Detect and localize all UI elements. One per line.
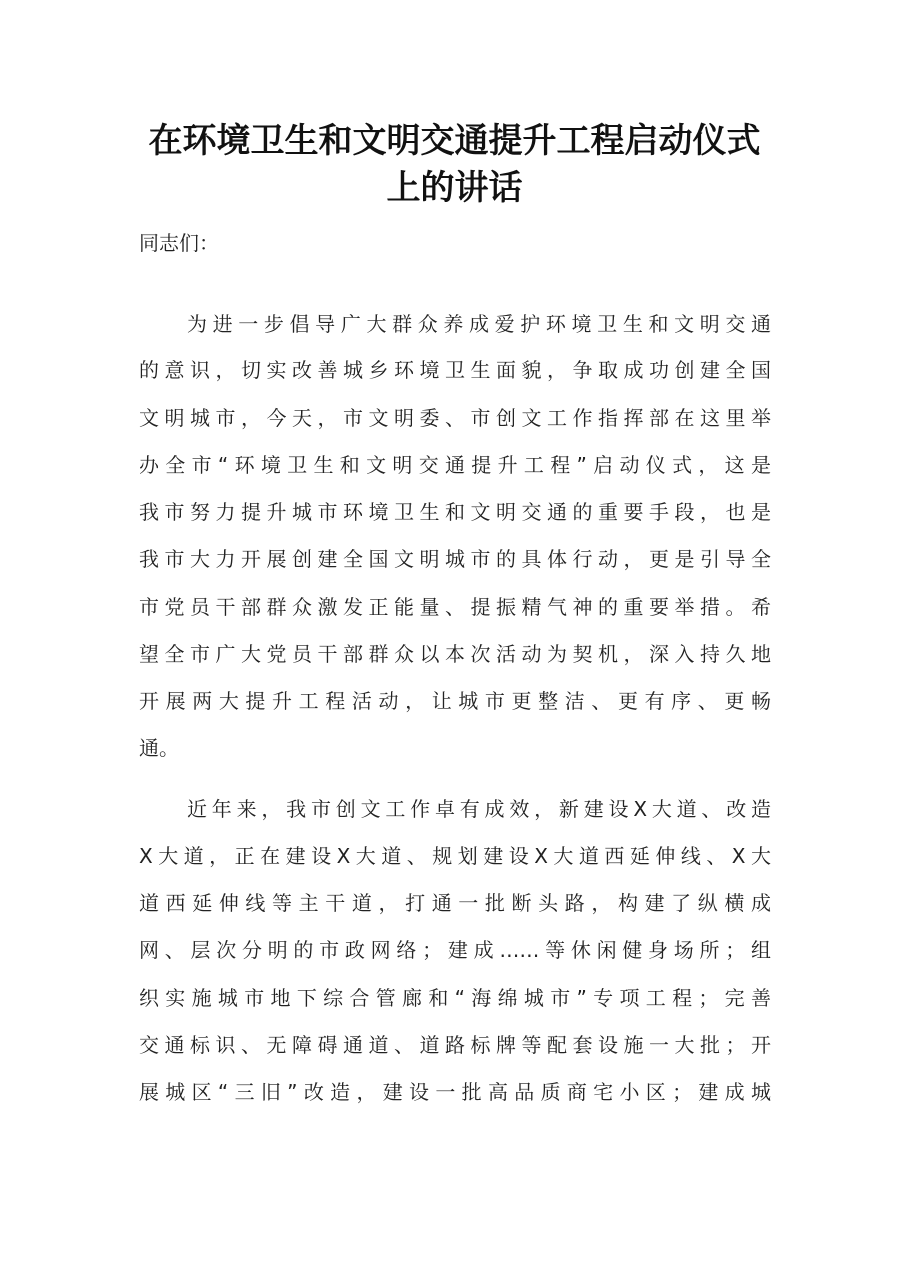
paragraph-1-line-3: 文明城市，今天，市文明委、市创文工作指挥部在这里举 <box>139 406 771 430</box>
paragraph-1-line-2: 的意识，切实改善城乡环境卫生面貌，争取成功创建全国 <box>139 358 771 382</box>
paragraph-2-line-2: X大道，正在建设X大道、规划建设X大道西延伸线、X大 <box>139 844 771 868</box>
paragraph-1-line-8: 望全市广大党员干部群众以本次活动为契机，深入持久地 <box>139 642 771 666</box>
paragraph-1-line-7: 市党员干部群众激发正能量、提振精气神的重要举措。希 <box>139 595 771 619</box>
paragraph-1-line-9: 开展两大提升工程活动，让城市更整洁、更有序、更畅 <box>139 689 771 713</box>
paragraph-1-line-6: 我市大力开展创建全国文明城市的具体行动，更是引导全 <box>139 547 771 571</box>
paragraph-2-line-1: 近年来，我市创文工作卓有成效，新建设X大道、改造 <box>187 797 771 821</box>
paragraph-2-line-4: 网、层次分明的市政网络；建成……等休闲健身场所；组 <box>139 938 771 962</box>
document-title-line-2: 上的讲话 <box>386 168 523 208</box>
paragraph-2-line-3: 道西延伸线等主干道，打通一批断头路，构建了纵横成 <box>139 891 771 915</box>
document-title-line-1: 在环境卫生和文明交通提升工程启动仪式 <box>148 121 761 161</box>
salutation: 同志们： <box>139 231 219 255</box>
paragraph-1-line-4: 办全市“环境卫生和文明交通提升工程”启动仪式，这是 <box>139 453 771 477</box>
paragraph-2-line-5: 织实施城市地下综合管廊和“海绵城市”专项工程；完善 <box>139 986 771 1010</box>
paragraph-1-line-10: 通。 <box>139 736 179 760</box>
paragraph-2-line-6: 交通标识、无障碍通道、道路标牌等配套设施一大批；开 <box>139 1033 771 1057</box>
paragraph-1-line-5: 我市努力提升城市环境卫生和文明交通的重要手段，也是 <box>139 500 771 524</box>
paragraph-1-line-1: 为进一步倡导广大群众养成爱护环境卫生和文明交通 <box>187 312 771 336</box>
paragraph-2-line-7: 展城区“三旧”改造，建设一批高品质商宅小区；建成城 <box>139 1080 771 1104</box>
